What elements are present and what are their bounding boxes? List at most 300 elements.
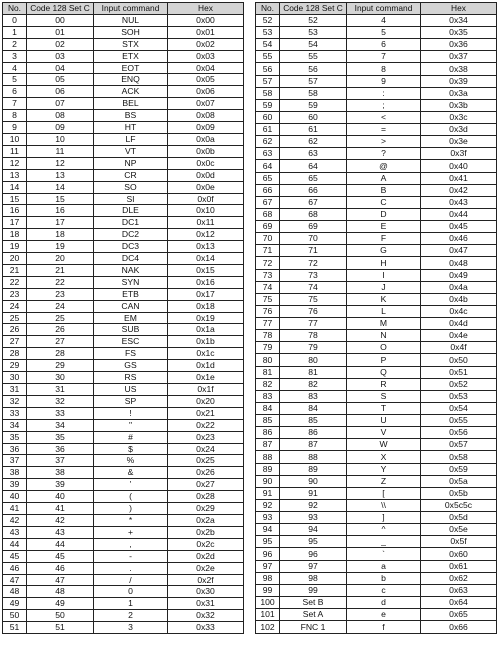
cell-code: 46	[27, 562, 94, 574]
cell-hex: 0x41	[421, 172, 497, 184]
table-row	[256, 136, 497, 148]
cell-code: 74	[280, 281, 347, 293]
table-row	[256, 366, 497, 378]
table-row	[256, 499, 497, 511]
cell-no: 32	[3, 395, 27, 407]
table-row	[256, 245, 497, 257]
cell-hex: 0x57	[421, 439, 497, 451]
cell-no: 34	[3, 419, 27, 431]
cell-no: 93	[256, 512, 280, 524]
cell-command: =	[347, 124, 421, 136]
cell-hex: 0x50	[421, 354, 497, 366]
cell-hex: 0x35	[421, 27, 497, 39]
cell-no: 68	[256, 208, 280, 220]
cell-hex: 0x12	[168, 229, 244, 241]
cell-code: 97	[280, 560, 347, 572]
table-row	[3, 312, 244, 324]
cell-hex: 0x3e	[421, 136, 497, 148]
cell-code: 14	[27, 181, 94, 193]
cell-no: 20	[3, 253, 27, 265]
cell-no: 9	[3, 122, 27, 134]
table-row	[256, 596, 497, 608]
header-hex: Hex	[168, 3, 244, 15]
cell-hex: 0x25	[168, 455, 244, 467]
cell-command: ;	[347, 99, 421, 111]
table-row	[256, 621, 497, 634]
cell-command: NUL	[94, 14, 168, 26]
cell-command: .	[94, 562, 168, 574]
code-table-right	[255, 2, 497, 634]
cell-command: 3	[94, 622, 168, 634]
cell-no: 15	[3, 193, 27, 205]
cell-hex: 0x5c5c	[421, 499, 497, 511]
table-row	[3, 241, 244, 253]
cell-command: ETB	[94, 288, 168, 300]
table-row	[256, 451, 497, 463]
cell-command: 1	[94, 598, 168, 610]
cell-hex: 0x05	[168, 74, 244, 86]
cell-code: 92	[280, 499, 347, 511]
cell-hex: 0x4e	[421, 330, 497, 342]
table-row	[256, 63, 497, 75]
table-row	[3, 598, 244, 610]
cell-command: SUB	[94, 324, 168, 336]
cell-code: 76	[280, 305, 347, 317]
cell-code: 08	[27, 110, 94, 122]
table-row	[3, 181, 244, 193]
table-row	[3, 264, 244, 276]
cell-command: FS	[94, 348, 168, 360]
cell-no: 22	[3, 276, 27, 288]
cell-hex: 0x0f	[168, 193, 244, 205]
cell-no: 54	[256, 39, 280, 51]
table-row	[3, 348, 244, 360]
cell-code: 10	[27, 133, 94, 145]
cell-code: 27	[27, 336, 94, 348]
cell-hex: 0x64	[421, 596, 497, 608]
cell-command: *	[94, 514, 168, 526]
cell-no: 73	[256, 269, 280, 281]
cell-code: 90	[280, 475, 347, 487]
cell-no: 1	[3, 26, 27, 38]
cell-hex: 0x65	[421, 609, 497, 621]
cell-no: 28	[3, 348, 27, 360]
cell-no: 51	[3, 622, 27, 634]
cell-command: d	[347, 596, 421, 608]
table-row	[3, 431, 244, 443]
cell-command: J	[347, 281, 421, 293]
cell-no: 21	[3, 264, 27, 276]
cell-no: 80	[256, 354, 280, 366]
cell-no: 49	[3, 598, 27, 610]
table-row	[3, 122, 244, 134]
cell-hex: 0x44	[421, 208, 497, 220]
cell-hex: 0x45	[421, 221, 497, 233]
cell-command: c	[347, 584, 421, 596]
cell-command: DC2	[94, 229, 168, 241]
cell-no: 98	[256, 572, 280, 584]
cell-no: 89	[256, 463, 280, 475]
cell-hex: 0x61	[421, 560, 497, 572]
cell-no: 95	[256, 536, 280, 548]
cell-code: 65	[280, 172, 347, 184]
table-row	[256, 111, 497, 123]
table-row	[256, 427, 497, 439]
cell-no: 83	[256, 390, 280, 402]
table-row	[3, 145, 244, 157]
cell-code: 68	[280, 208, 347, 220]
table-row	[3, 276, 244, 288]
cell-hex: 0x53	[421, 390, 497, 402]
cell-hex: 0x33	[168, 622, 244, 634]
table-row	[256, 487, 497, 499]
cell-hex: 0x66	[421, 621, 497, 634]
table-row	[256, 184, 497, 196]
cell-code: 20	[27, 253, 94, 265]
cell-command: I	[347, 269, 421, 281]
cell-code: FNC 1	[280, 621, 347, 634]
cell-no: 63	[256, 148, 280, 160]
table-row	[256, 342, 497, 354]
cell-command: HT	[94, 122, 168, 134]
table-row	[256, 402, 497, 414]
cell-hex: 0x19	[168, 312, 244, 324]
cell-no: 47	[3, 574, 27, 586]
cell-command: BS	[94, 110, 168, 122]
cell-code: 52	[280, 14, 347, 26]
cell-code: 94	[280, 524, 347, 536]
cell-code: 42	[27, 514, 94, 526]
table-row	[3, 74, 244, 86]
cell-command: EOT	[94, 62, 168, 74]
cell-command: RS	[94, 372, 168, 384]
cell-code: 24	[27, 300, 94, 312]
table-row	[3, 26, 244, 38]
cell-code: 79	[280, 342, 347, 354]
cell-code: 87	[280, 439, 347, 451]
table-row	[256, 99, 497, 111]
cell-no: 3	[3, 50, 27, 62]
cell-no: 64	[256, 160, 280, 172]
cell-code: 26	[27, 324, 94, 336]
cell-command: ^	[347, 524, 421, 536]
cell-code: 82	[280, 378, 347, 390]
cell-code: 33	[27, 407, 94, 419]
cell-code: 88	[280, 451, 347, 463]
table-row	[3, 467, 244, 479]
cell-hex: 0x13	[168, 241, 244, 253]
table-row	[3, 205, 244, 217]
table-row	[256, 39, 497, 51]
cell-no: 39	[3, 479, 27, 491]
cell-code: 09	[27, 122, 94, 134]
cell-command: X	[347, 451, 421, 463]
cell-no: 86	[256, 427, 280, 439]
cell-code: 81	[280, 366, 347, 378]
cell-hex: 0x5e	[421, 524, 497, 536]
cell-no: 75	[256, 293, 280, 305]
cell-hex: 0x60	[421, 548, 497, 560]
cell-hex: 0x09	[168, 122, 244, 134]
cell-no: 5	[3, 74, 27, 86]
cell-no: 62	[256, 136, 280, 148]
cell-hex: 0x0d	[168, 169, 244, 181]
cell-hex: 0x06	[168, 86, 244, 98]
cell-command: f	[347, 621, 421, 634]
cell-code: 53	[280, 27, 347, 39]
cell-code: 57	[280, 75, 347, 87]
table-row	[3, 455, 244, 467]
cell-command: _	[347, 536, 421, 548]
table-row	[256, 14, 497, 26]
table-row	[256, 439, 497, 451]
cell-command: 7	[347, 51, 421, 63]
table-row	[256, 208, 497, 220]
cell-hex: 0x52	[421, 378, 497, 390]
cell-code: 84	[280, 402, 347, 414]
cell-command: DC1	[94, 217, 168, 229]
cell-no: 76	[256, 305, 280, 317]
cell-command: Z	[347, 475, 421, 487]
cell-code: 03	[27, 50, 94, 62]
table-row	[256, 609, 497, 621]
cell-code: 73	[280, 269, 347, 281]
table-row	[3, 98, 244, 110]
cell-code: 50	[27, 610, 94, 622]
cell-code: 70	[280, 233, 347, 245]
cell-command: V	[347, 427, 421, 439]
cell-hex: 0x30	[168, 586, 244, 598]
cell-no: 27	[3, 336, 27, 348]
table-row	[3, 407, 244, 419]
cell-no: 71	[256, 245, 280, 257]
cell-code: 19	[27, 241, 94, 253]
cell-hex: 0x14	[168, 253, 244, 265]
cell-command: ]	[347, 512, 421, 524]
cell-code: 85	[280, 415, 347, 427]
cell-no: 53	[256, 27, 280, 39]
cell-code: 13	[27, 169, 94, 181]
cell-code: 07	[27, 98, 94, 110]
cell-no: 100	[256, 596, 280, 608]
table-row	[3, 491, 244, 503]
cell-hex: 0x1a	[168, 324, 244, 336]
cell-command: %	[94, 455, 168, 467]
cell-no: 40	[3, 491, 27, 503]
cell-hex: 0x31	[168, 598, 244, 610]
cell-no: 23	[3, 288, 27, 300]
cell-hex: 0x43	[421, 196, 497, 208]
cell-hex: 0x46	[421, 233, 497, 245]
cell-no: 65	[256, 172, 280, 184]
cell-no: 67	[256, 196, 280, 208]
cell-no: 72	[256, 257, 280, 269]
cell-command: [	[347, 487, 421, 499]
cell-command: Y	[347, 463, 421, 475]
cell-hex: 0x2c	[168, 538, 244, 550]
cell-hex: 0x49	[421, 269, 497, 281]
cell-no: 43	[3, 526, 27, 538]
cell-hex: 0x11	[168, 217, 244, 229]
table-row	[3, 622, 244, 634]
cell-command: M	[347, 318, 421, 330]
cell-hex: 0x54	[421, 402, 497, 414]
table-row	[3, 193, 244, 205]
table-row	[256, 257, 497, 269]
table-row	[3, 550, 244, 562]
cell-command: 4	[347, 14, 421, 26]
cell-code: 22	[27, 276, 94, 288]
cell-command: GS	[94, 360, 168, 372]
table-row	[256, 318, 497, 330]
cell-code: 80	[280, 354, 347, 366]
cell-command: NP	[94, 157, 168, 169]
table-row	[3, 336, 244, 348]
cell-code: 47	[27, 574, 94, 586]
cell-no: 30	[3, 372, 27, 384]
cell-hex: 0x1e	[168, 372, 244, 384]
cell-code: 34	[27, 419, 94, 431]
cell-command: ?	[347, 148, 421, 160]
table-row	[3, 62, 244, 74]
cell-command: SYN	[94, 276, 168, 288]
cell-hex: 0x0b	[168, 145, 244, 157]
cell-no: 58	[256, 87, 280, 99]
cell-code: 91	[280, 487, 347, 499]
cell-no: 74	[256, 281, 280, 293]
table-row	[3, 86, 244, 98]
cell-hex: 0x38	[421, 63, 497, 75]
cell-command: O	[347, 342, 421, 354]
table-row	[3, 503, 244, 515]
cell-command: "	[94, 419, 168, 431]
cell-command: (	[94, 491, 168, 503]
cell-hex: 0x17	[168, 288, 244, 300]
cell-code: 69	[280, 221, 347, 233]
table-row	[3, 384, 244, 396]
cell-hex: 0x15	[168, 264, 244, 276]
cell-no: 2	[3, 38, 27, 50]
cell-hex: 0x55	[421, 415, 497, 427]
table-row	[256, 87, 497, 99]
table-row	[3, 217, 244, 229]
cell-hex: 0x26	[168, 467, 244, 479]
cell-no: 61	[256, 124, 280, 136]
cell-hex: 0x2d	[168, 550, 244, 562]
cell-no: 10	[3, 133, 27, 145]
cell-command: )	[94, 503, 168, 515]
cell-code: 17	[27, 217, 94, 229]
cell-command: a	[347, 560, 421, 572]
table-row	[3, 395, 244, 407]
cell-command: SP	[94, 395, 168, 407]
cell-hex: 0x2b	[168, 526, 244, 538]
cell-command: B	[347, 184, 421, 196]
cell-hex: 0x16	[168, 276, 244, 288]
cell-code: 12	[27, 157, 94, 169]
cell-code: 40	[27, 491, 94, 503]
cell-command: ETX	[94, 50, 168, 62]
table-row	[256, 536, 497, 548]
cell-command: #	[94, 431, 168, 443]
cell-hex: 0x23	[168, 431, 244, 443]
cell-hex: 0x07	[168, 98, 244, 110]
cell-hex: 0x08	[168, 110, 244, 122]
cell-code: 31	[27, 384, 94, 396]
cell-command: NAK	[94, 264, 168, 276]
cell-no: 17	[3, 217, 27, 229]
cell-code: 30	[27, 372, 94, 384]
table-row	[256, 512, 497, 524]
cell-code: 93	[280, 512, 347, 524]
table-row	[256, 330, 497, 342]
cell-command: D	[347, 208, 421, 220]
table-row	[3, 169, 244, 181]
cell-command: STX	[94, 38, 168, 50]
cell-code: 66	[280, 184, 347, 196]
header-row	[3, 3, 244, 15]
cell-hex: 0x58	[421, 451, 497, 463]
table-row	[3, 288, 244, 300]
cell-code: 55	[280, 51, 347, 63]
cell-code: 72	[280, 257, 347, 269]
cell-no: 59	[256, 99, 280, 111]
cell-code: 01	[27, 26, 94, 38]
table-row	[3, 157, 244, 169]
cell-code: 48	[27, 586, 94, 598]
cell-no: 31	[3, 384, 27, 396]
cell-code: 25	[27, 312, 94, 324]
cell-code: 51	[27, 622, 94, 634]
cell-no: 96	[256, 548, 280, 560]
cell-no: 94	[256, 524, 280, 536]
cell-command: L	[347, 305, 421, 317]
cell-command: ENQ	[94, 74, 168, 86]
cell-no: 8	[3, 110, 27, 122]
cell-no: 41	[3, 503, 27, 515]
table-row	[256, 548, 497, 560]
cell-hex: 0x2a	[168, 514, 244, 526]
cell-command: EM	[94, 312, 168, 324]
cell-hex: 0x0c	[168, 157, 244, 169]
cell-command: -	[94, 550, 168, 562]
cell-command: /	[94, 574, 168, 586]
table-row	[256, 572, 497, 584]
cell-no: 24	[3, 300, 27, 312]
cell-hex: 0x4c	[421, 305, 497, 317]
cell-command: ,	[94, 538, 168, 550]
cell-hex: 0x02	[168, 38, 244, 50]
cell-code: 61	[280, 124, 347, 136]
cell-code: 15	[27, 193, 94, 205]
code-table-left	[2, 2, 244, 634]
cell-no: 82	[256, 378, 280, 390]
table-row	[3, 360, 244, 372]
table-row	[256, 354, 497, 366]
cell-code: 58	[280, 87, 347, 99]
cell-command: G	[347, 245, 421, 257]
cell-code: 77	[280, 318, 347, 330]
table-row	[256, 584, 497, 596]
cell-code: 32	[27, 395, 94, 407]
cell-no: 37	[3, 455, 27, 467]
cell-code: 41	[27, 503, 94, 515]
cell-code: 43	[27, 526, 94, 538]
cell-command: '	[94, 479, 168, 491]
cell-no: 77	[256, 318, 280, 330]
cell-no: 45	[3, 550, 27, 562]
table-row	[256, 160, 497, 172]
